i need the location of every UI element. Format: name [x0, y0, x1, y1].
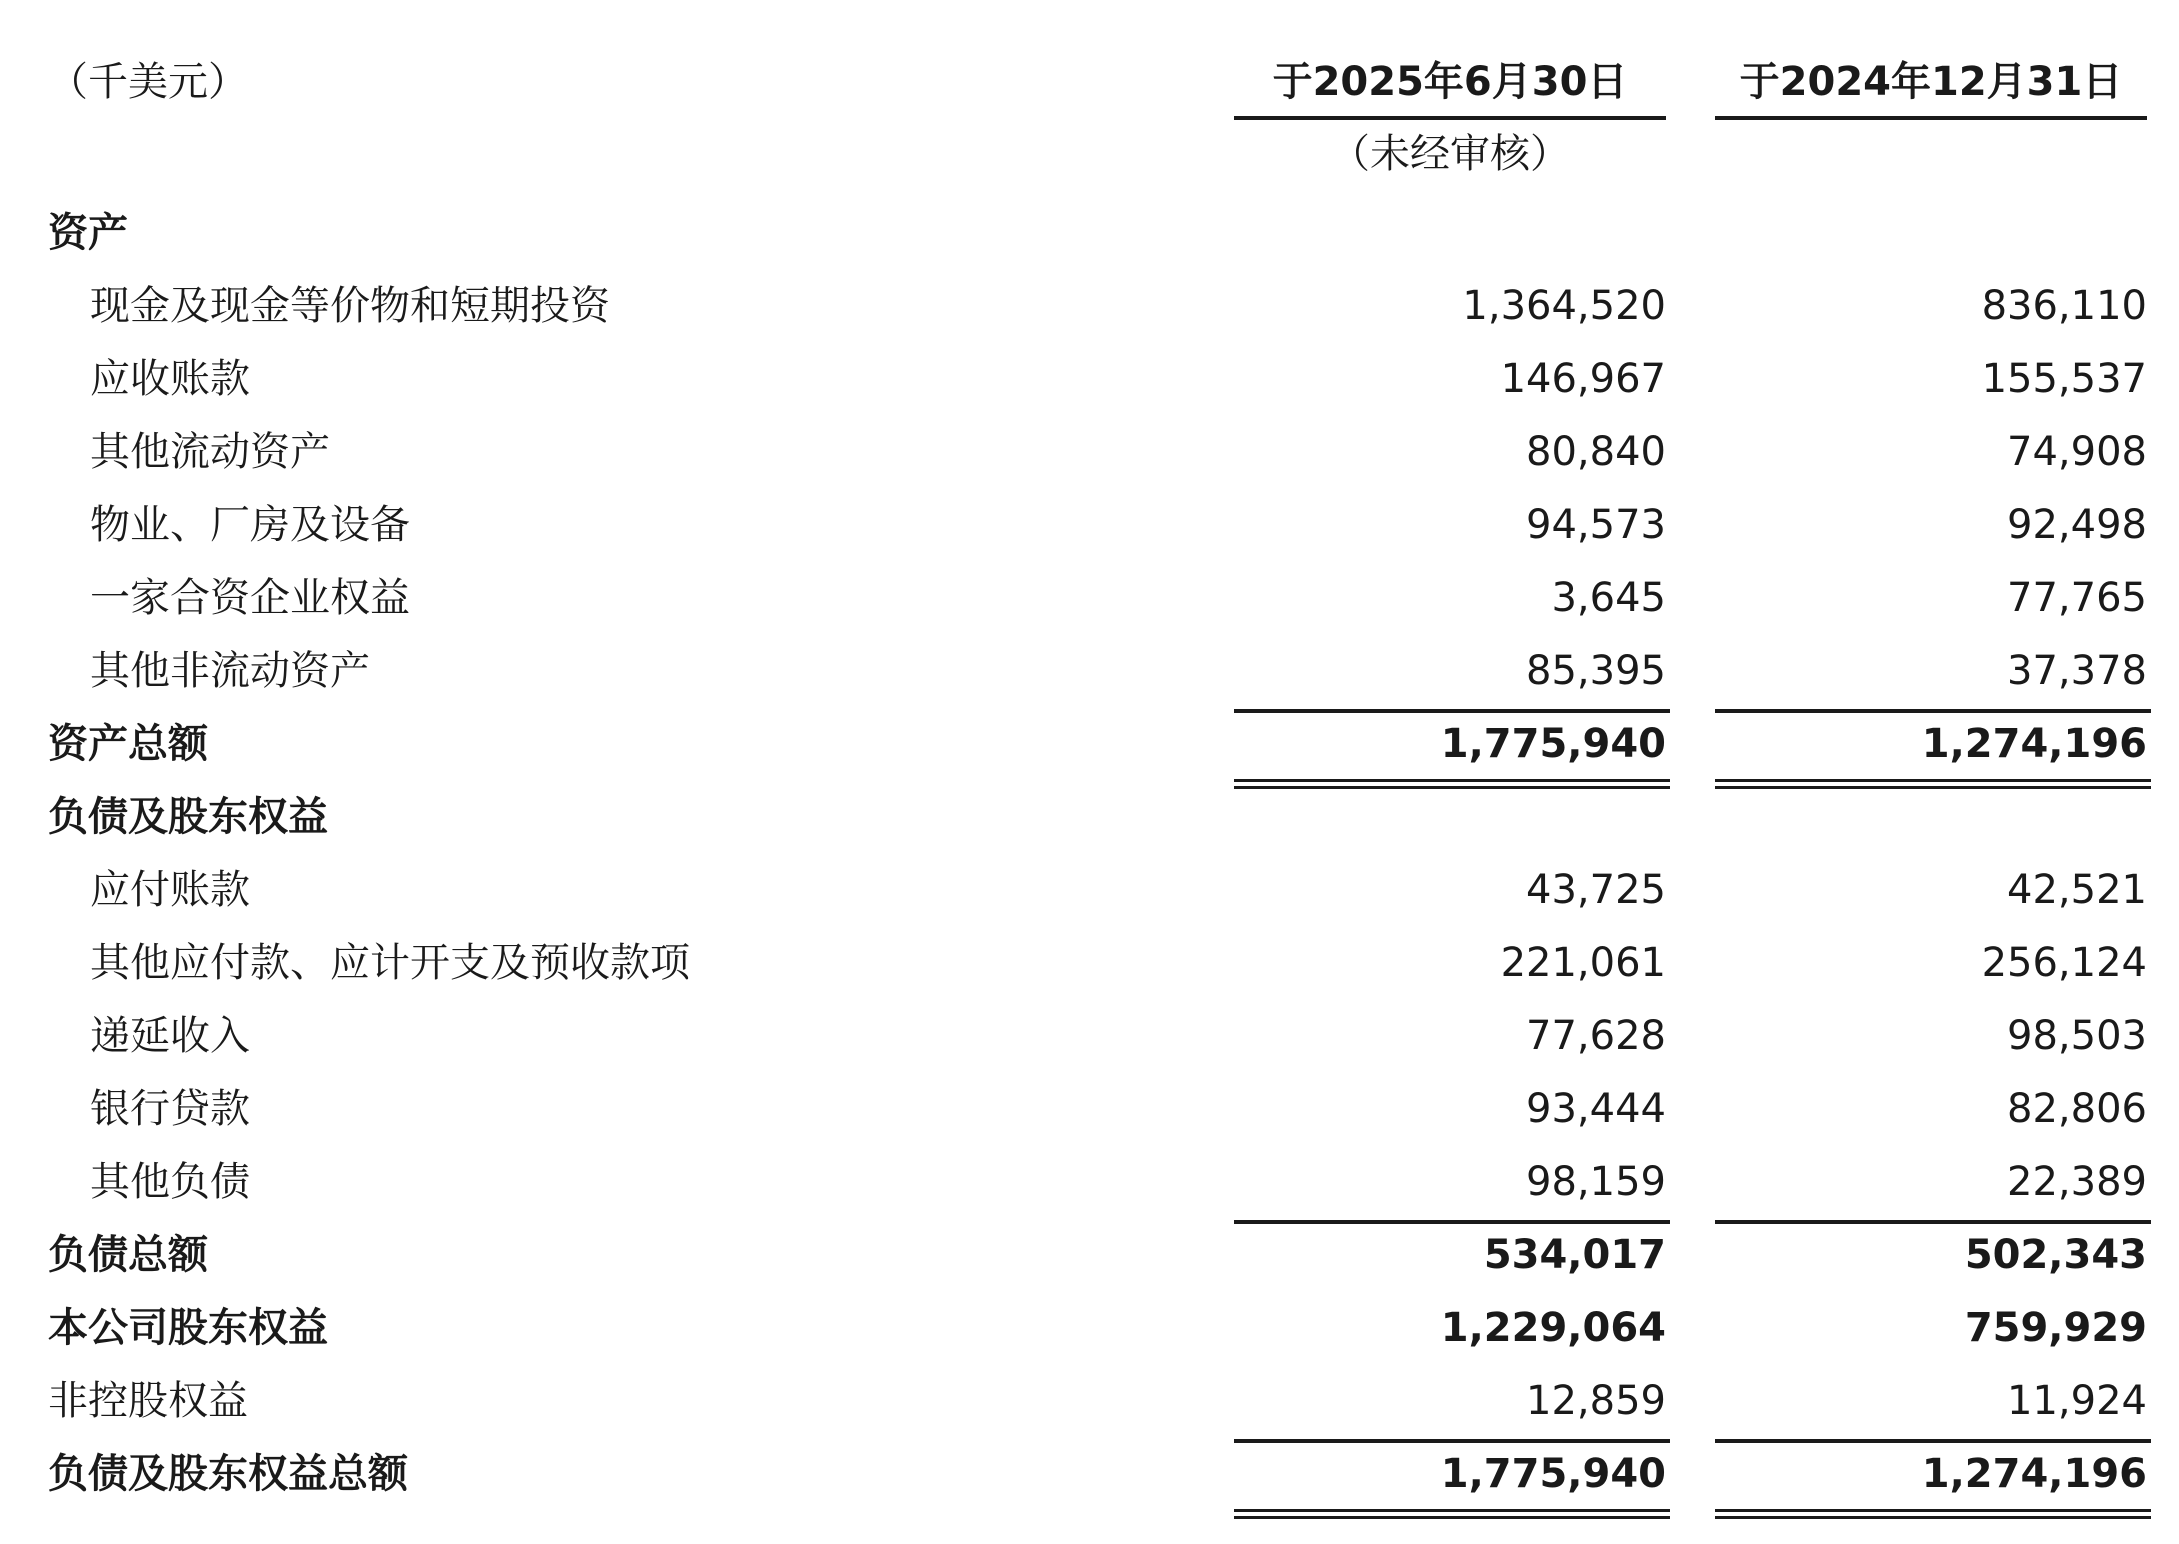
- row-label: 现金及现金等价物和短期投资: [90, 283, 610, 329]
- table-row: [0, 999, 2179, 1072]
- column-header-2024: 于2024年12月31日: [1715, 52, 2147, 120]
- unit-label: （千美元）: [48, 59, 248, 105]
- subtotal-rule: [1234, 1439, 1670, 1443]
- row-label: 其他应付款、应计开支及预收款项: [90, 940, 690, 986]
- balance-sheet-rows: [0, 196, 2179, 1510]
- value-2025: 1,775,940: [1440, 1451, 1666, 1497]
- row-label: 物业、厂房及设备: [90, 502, 410, 548]
- value-2024: 1,274,196: [1921, 721, 2147, 767]
- table-row: [0, 634, 2179, 707]
- subtotal-rule: [1715, 1220, 2151, 1224]
- total-row: [0, 1291, 2179, 1364]
- value-2024: 256,124: [1981, 940, 2147, 986]
- row-label: 其他负债: [90, 1159, 250, 1205]
- row-label: 一家合资企业权益: [90, 575, 410, 621]
- subtotal-rule: [1234, 709, 1670, 713]
- value-2025: 146,967: [1500, 356, 1666, 402]
- table-row: [0, 1072, 2179, 1145]
- row-label: 负债及股东权益: [48, 794, 328, 840]
- row-label: 银行贷款: [90, 1086, 250, 1132]
- value-2024: 82,806: [2007, 1086, 2147, 1132]
- value-2025: 85,395: [1526, 648, 1666, 694]
- value-2024: 836,110: [1981, 283, 2147, 329]
- table-row: [0, 488, 2179, 561]
- row-label: 资产: [48, 210, 128, 256]
- value-2024: 1,274,196: [1921, 1451, 2147, 1497]
- value-2024: 11,924: [2007, 1378, 2147, 1424]
- table-row: [0, 1145, 2179, 1218]
- total-row: [0, 1437, 2179, 1510]
- value-2024: 42,521: [2007, 867, 2147, 913]
- section-heading-row: [0, 780, 2179, 853]
- row-label: 其他非流动资产: [90, 648, 370, 694]
- value-2025: 94,573: [1526, 502, 1666, 548]
- value-2024: 92,498: [2007, 502, 2147, 548]
- value-2024: 74,908: [2007, 429, 2147, 475]
- row-label: 负债总额: [48, 1232, 208, 1278]
- column-header-2025: 于2025年6月30日: [1234, 52, 1666, 120]
- row-label: 本公司股东权益: [48, 1305, 328, 1351]
- value-2025: 93,444: [1526, 1086, 1666, 1132]
- table-row: [0, 926, 2179, 999]
- total-double-rule: [1234, 1509, 1670, 1519]
- table-row: [0, 269, 2179, 342]
- value-2024: 77,765: [2007, 575, 2147, 621]
- value-2025: 98,159: [1526, 1159, 1666, 1205]
- value-2025: 1,364,520: [1462, 283, 1666, 329]
- table-row: [0, 415, 2179, 488]
- value-2024: 22,389: [2007, 1159, 2147, 1205]
- row-label: 负债及股东权益总额: [48, 1451, 408, 1497]
- value-2025: 1,775,940: [1440, 721, 1666, 767]
- value-2025: 77,628: [1526, 1013, 1666, 1059]
- table-row: [0, 342, 2179, 415]
- column-subheader-unaudited: （未经审核）: [1330, 131, 1570, 177]
- value-2024: 502,343: [1964, 1232, 2147, 1278]
- value-2025: 1,229,064: [1440, 1305, 1666, 1351]
- value-2025: 43,725: [1526, 867, 1666, 913]
- value-2024: 759,929: [1964, 1305, 2147, 1351]
- value-2024: 155,537: [1981, 356, 2147, 402]
- subtotal-rule: [1715, 1439, 2151, 1443]
- value-2025: 221,061: [1500, 940, 1666, 986]
- value-2025: 534,017: [1483, 1232, 1666, 1278]
- subtotal-rule: [1234, 1220, 1670, 1224]
- value-2024: 98,503: [2007, 1013, 2147, 1059]
- section-heading-row: [0, 196, 2179, 269]
- table-row: [0, 1364, 2179, 1437]
- subtotal-rule: [1715, 709, 2151, 713]
- table-row: [0, 561, 2179, 634]
- row-label: 其他流动资产: [90, 429, 330, 475]
- value-2025: 3,645: [1551, 575, 1666, 621]
- value-2024: 37,378: [2007, 648, 2147, 694]
- total-double-rule: [1715, 1509, 2151, 1519]
- row-label: 递延收入: [90, 1013, 250, 1059]
- row-label: 应付账款: [90, 867, 250, 913]
- total-row: [0, 1218, 2179, 1291]
- total-row: [0, 707, 2179, 780]
- table-row: [0, 853, 2179, 926]
- row-label: 资产总额: [48, 721, 208, 767]
- row-label: 应收账款: [90, 356, 250, 402]
- row-label: 非控股权益: [48, 1378, 248, 1424]
- value-2025: 12,859: [1526, 1378, 1666, 1424]
- value-2025: 80,840: [1526, 429, 1666, 475]
